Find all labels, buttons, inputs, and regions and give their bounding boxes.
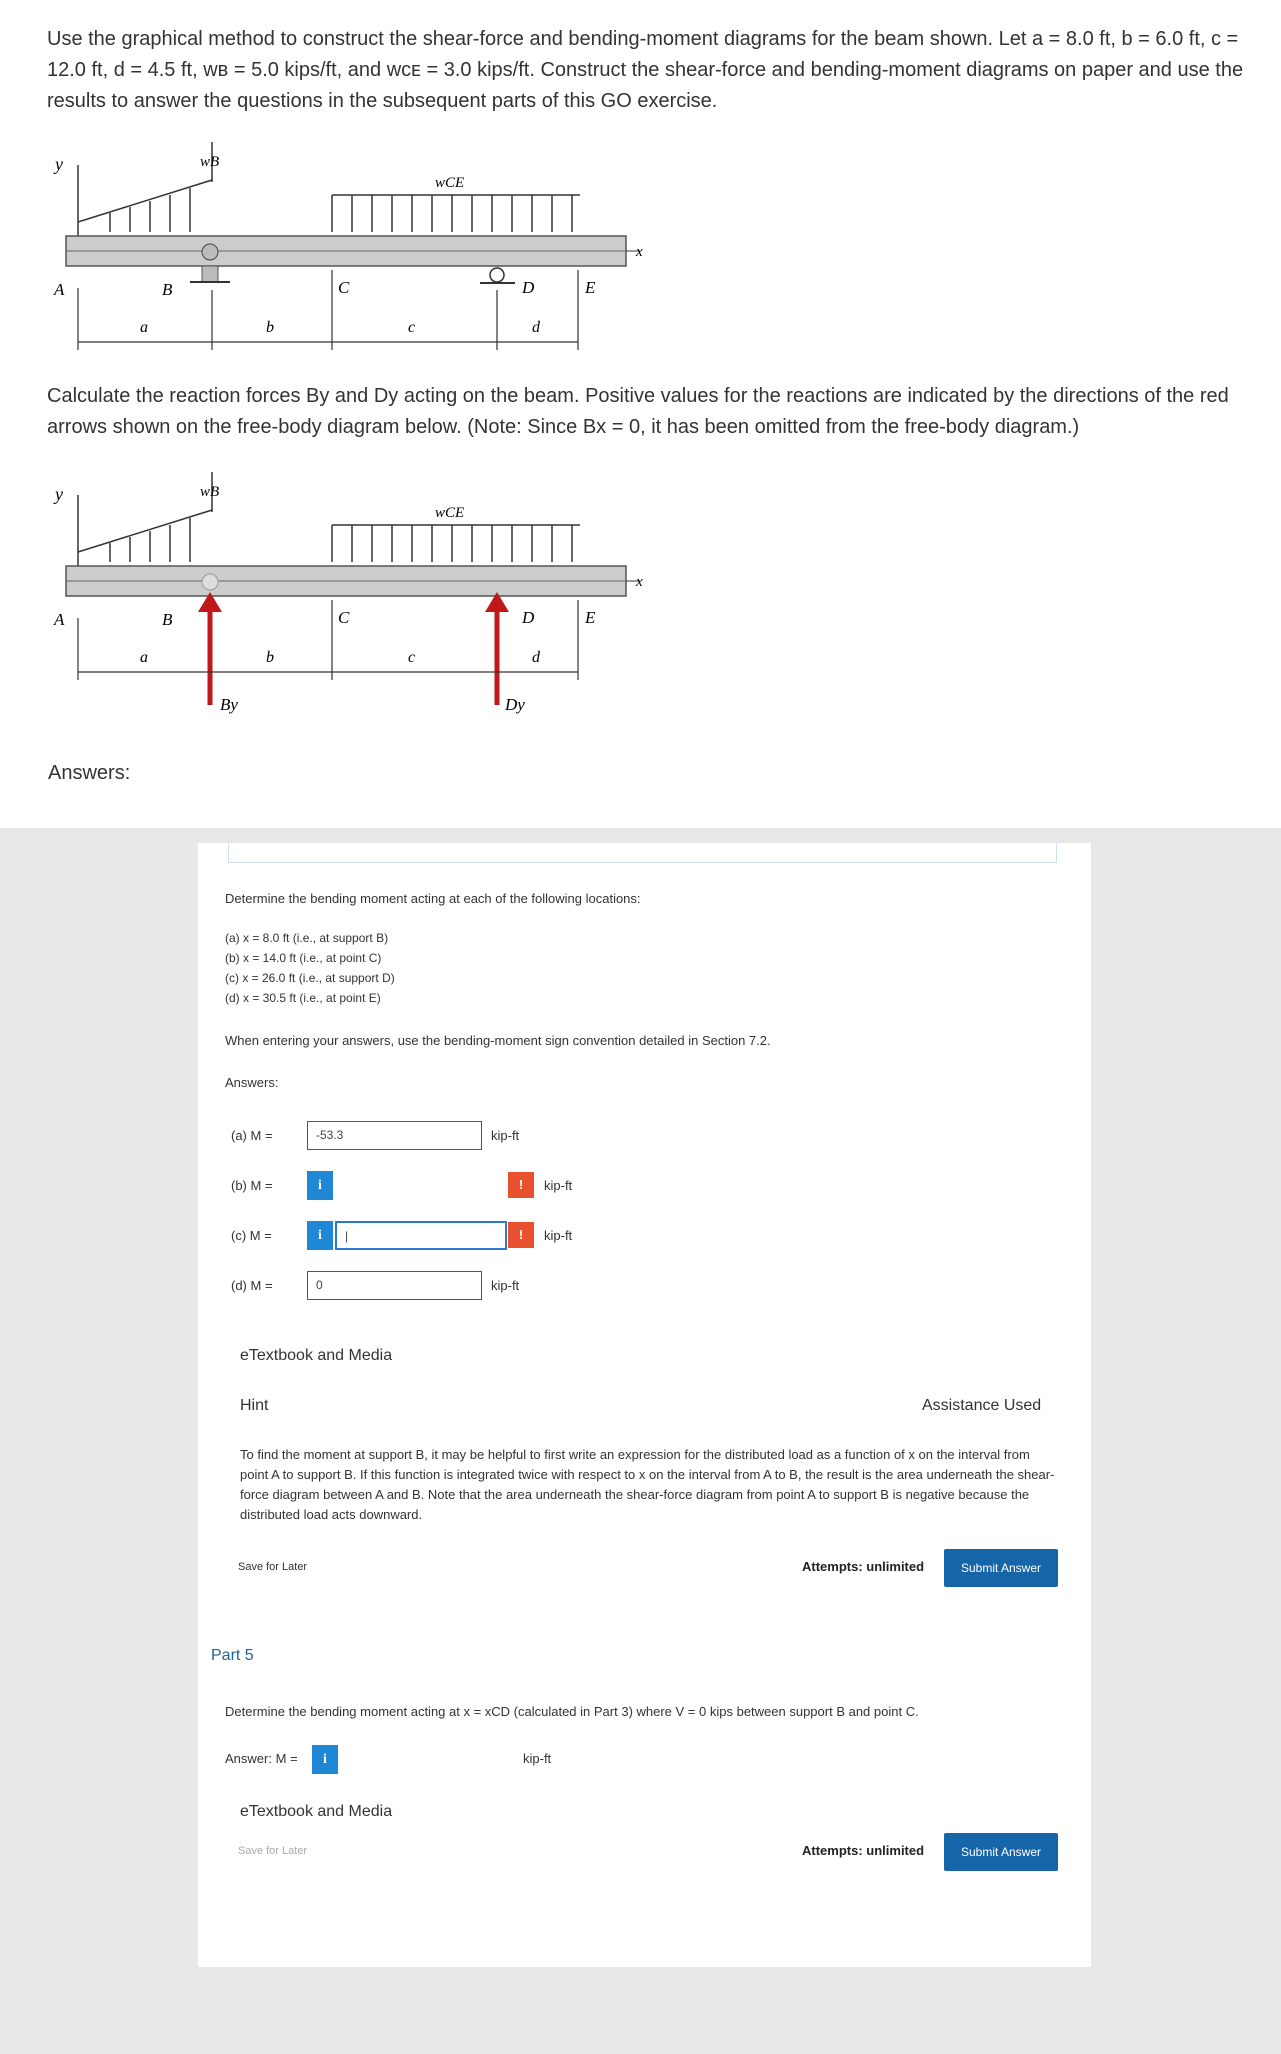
part5-answer-label: Answer: M = [225, 1751, 298, 1766]
label-c: c [408, 319, 416, 336]
fbd-label-wCE: wCE [435, 505, 465, 521]
fbd-label-D: D [522, 608, 535, 627]
label-wB: wB [200, 154, 220, 170]
row-b-unit: kip-ft [544, 1178, 573, 1193]
problem-intro: Use the graphical method to construct the shear-force and bending-moment diagrams for the beam shown. Let a = 8.0 ft, b = 6.0 ft, c = 12.0 ft, d = 4.5 ft, wʙ = 5.0 kips/ft, and wᴄᴇ = 3.0 kips/ft. Construct the shear-force and bending-moment diagrams on paper and use the results to answer the questions in the subsequent parts of this GO exercise. [47, 28, 1244, 112]
previous-part-bar [228, 843, 1057, 863]
fbd-label-E: E [585, 608, 596, 627]
row-c-label: (c) M = [231, 1228, 272, 1243]
fbd-label-y: y [55, 484, 63, 504]
warning-icon: ! [508, 1222, 534, 1248]
reaction-arrow-Dy [485, 592, 509, 705]
location-d: (d) x = 30.5 ft (i.e., at point E) [225, 991, 381, 1005]
answers-label: Answers: [48, 762, 131, 784]
warning-icon: ! [508, 1172, 534, 1198]
attempts-label: Attempts: unlimited [802, 1559, 925, 1574]
sign-convention-note: When entering your answers, use the bending-moment sign convention detailed in Section 7.2. [225, 1033, 771, 1048]
fbd-label-x: x [636, 574, 643, 590]
save-for-later-button[interactable]: Save for Later [238, 1561, 308, 1573]
label-Dy: Dy [505, 695, 525, 714]
free-body-diagram [0, 470, 700, 732]
fbd-label-A: A [54, 610, 65, 629]
row-a-unit: kip-ft [491, 1128, 520, 1143]
row-c-unit: kip-ft [544, 1228, 573, 1243]
part5-attempts-label: Attempts: unlimited [802, 1843, 925, 1858]
reaction-arrow-By [198, 592, 222, 705]
label-y: y [55, 154, 63, 174]
fbd-label-C: C [338, 608, 350, 627]
location-b: (b) x = 14.0 ft (i.e., at point C) [225, 951, 382, 965]
etextbook-link[interactable]: eTextbook and Media [240, 1347, 393, 1364]
label-By: By [220, 695, 238, 714]
part4-prompt: Determine the bending moment acting at each of the following locations: [225, 891, 641, 906]
assistance-used: Assistance Used [922, 1397, 1042, 1414]
beam-figure [0, 140, 700, 355]
part4-answers-label: Answers: [225, 1075, 279, 1090]
hint-text: To find the moment at support B, it may be helpful to first write an expression for the distributed load as a function of x on the interval from point A to support B. If this function is integrated twice with respect to x on the interval from A to B, the result is the area underneath the shear-force diagram between A and B. Note that the area underneath the shear-force diagram from point A to support B is negative because the distributed load acts downward. [240, 1447, 1055, 1522]
label-a: a [140, 319, 148, 336]
moment-c-input[interactable]: | [335, 1221, 507, 1250]
location-c: (c) x = 26.0 ft (i.e., at support D) [225, 971, 395, 985]
label-B: B [162, 280, 173, 299]
fbd-label-b: b [266, 649, 274, 666]
part5-prompt: Determine the bending moment acting at x = xCD (calculated in Part 3) where V = 0 kips between support B and point C. [225, 1704, 919, 1719]
part5-etextbook-link[interactable]: eTextbook and Media [240, 1803, 393, 1820]
row-b-label: (b) M = [231, 1178, 273, 1193]
row-d-label: (d) M = [231, 1278, 273, 1293]
part5-title: Part 5 [211, 1647, 254, 1664]
part5-unit: kip-ft [523, 1751, 552, 1766]
moment-b-input[interactable] [335, 1171, 351, 1200]
submit-answer-button[interactable]: Submit Answer [944, 1549, 1058, 1587]
part5-submit-answer-button[interactable]: Submit Answer [944, 1833, 1058, 1871]
question-card [198, 843, 1091, 1967]
moment-d-input[interactable]: 0 [307, 1271, 482, 1300]
fbd-label-c: c [408, 649, 416, 666]
info-icon[interactable]: i [307, 1171, 333, 1200]
reaction-prompt: Calculate the reaction forces By and Dy acting on the beam. Positive values for the reactions are indicated by the directions of the red arrows shown on the free-body diagram below. (Note: Since Bx = 0, it has been omitted from the free-body diagram.) [47, 385, 1229, 438]
moment-a-input[interactable]: -53.3 [307, 1121, 482, 1150]
row-a-label: (a) M = [231, 1128, 273, 1143]
fbd-label-a: a [140, 649, 148, 666]
label-b: b [266, 319, 274, 336]
fbd-label-B: B [162, 610, 173, 629]
fbd-label-d: d [532, 649, 540, 666]
info-icon[interactable]: i [312, 1745, 338, 1774]
label-D: D [522, 278, 535, 297]
problem-panel [0, 0, 1281, 828]
fbd-label-wB: wB [200, 484, 220, 500]
location-a: (a) x = 8.0 ft (i.e., at support B) [225, 931, 389, 945]
label-E: E [585, 278, 596, 297]
label-A: A [54, 280, 65, 299]
label-C: C [338, 278, 350, 297]
label-wCE: wCE [435, 175, 465, 191]
label-x: x [636, 244, 643, 260]
row-d-unit: kip-ft [491, 1278, 520, 1293]
part5-save-for-later-button[interactable]: Save for Later [238, 1845, 308, 1857]
hint-title[interactable]: Hint [240, 1397, 269, 1414]
info-icon[interactable]: i [307, 1221, 333, 1250]
label-d: d [532, 319, 540, 336]
